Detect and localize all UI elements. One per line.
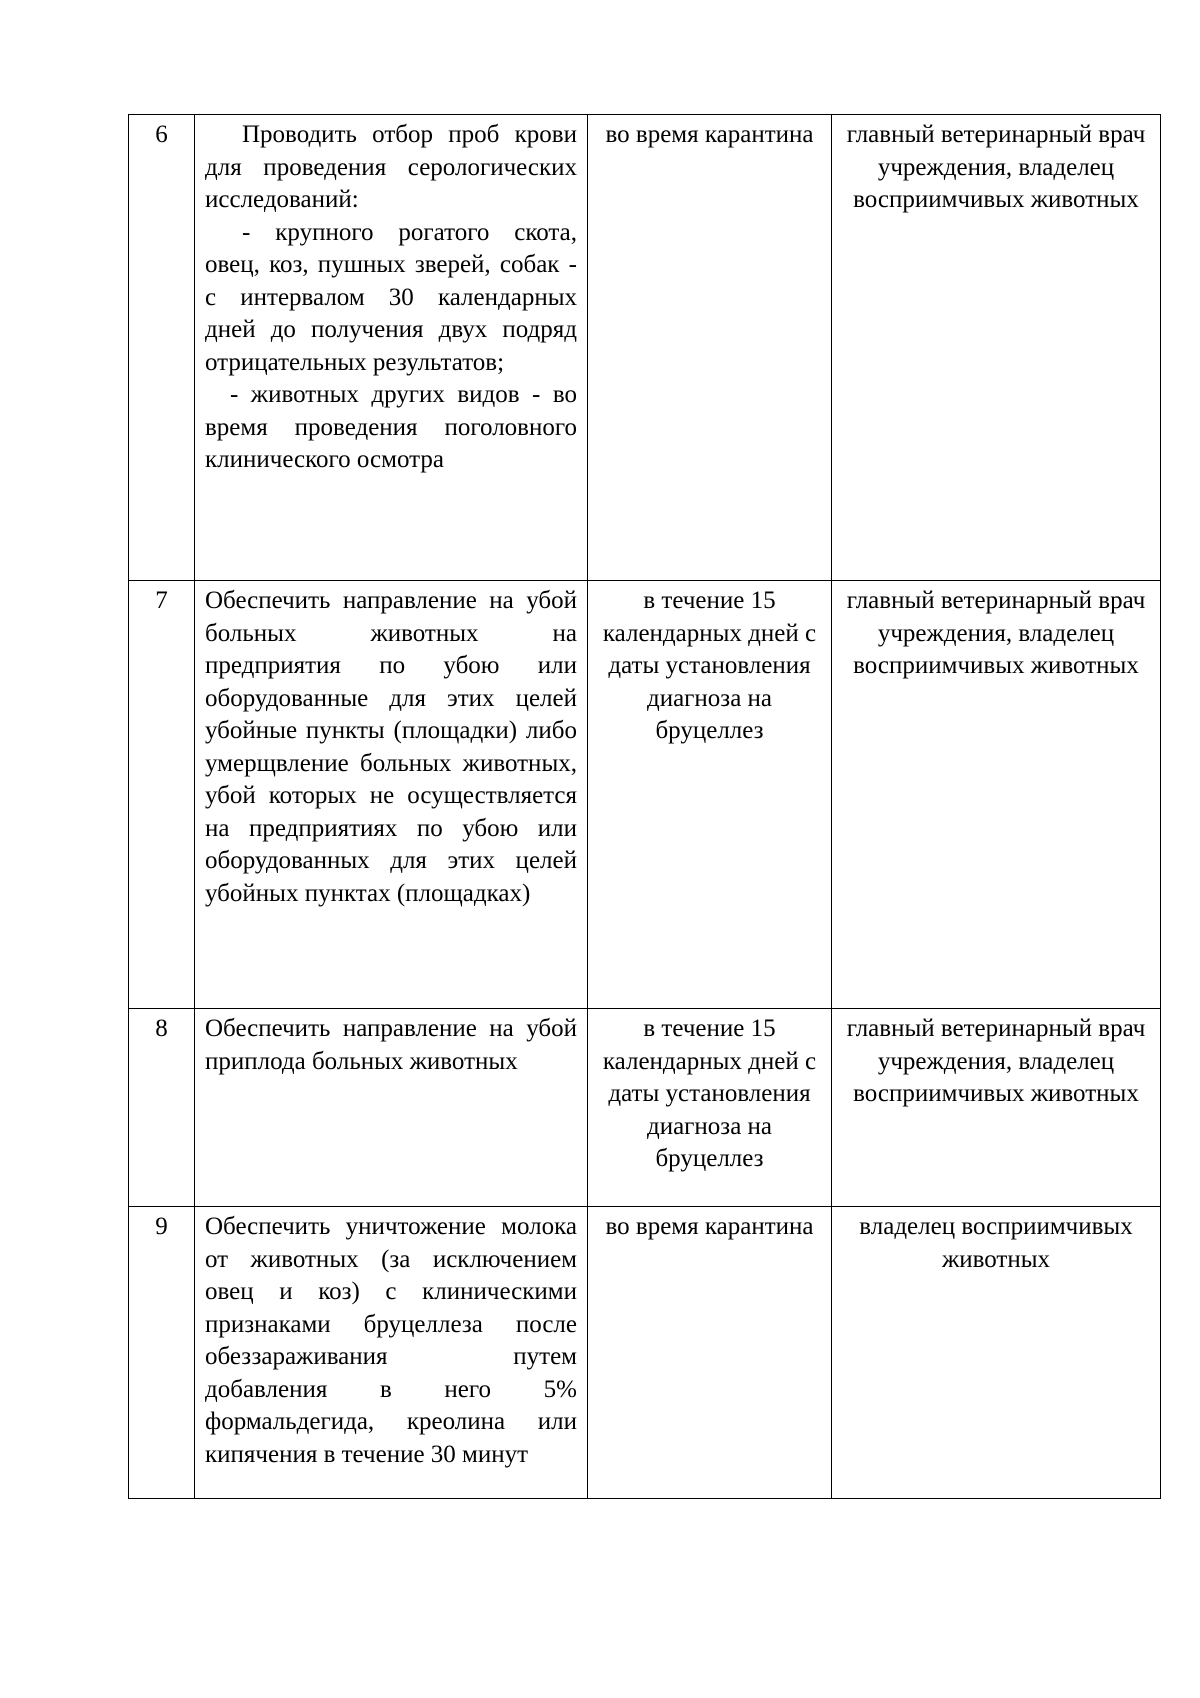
action-cell bbox=[195, 581, 588, 1009]
responsible-cell: владелец восприимчивых животных bbox=[832, 1207, 1161, 1499]
term-cell: в течение 15 календарных дней с даты установления диагноза на бруцеллез bbox=[588, 1009, 832, 1207]
table-row bbox=[129, 581, 1161, 1009]
measures-table bbox=[128, 114, 1161, 1499]
term-cell: во время карантина bbox=[588, 1207, 832, 1499]
action-paragraph: Обеспечить направление на убой больных животных на предприятия по убою или оборудованные для этих целей убойные пункты (площадки) либо умерщвление больных животных, убой которых не осуществляется на предприятиях по убою или оборудованных для этих целей убойных пунктах (площадках) bbox=[205, 587, 577, 907]
table-row bbox=[129, 1207, 1161, 1499]
action-paragraph: - крупного рогатого скота, овец, коз, пушных зверей, собак - с интервалом 30 календарных дней до получения двух подряд отрицательных результатов; bbox=[205, 218, 577, 376]
row-number: 7 bbox=[129, 581, 195, 1009]
action-cell bbox=[195, 1207, 588, 1499]
action-cell bbox=[195, 1009, 588, 1207]
term-cell: в течение 15 календарных дней с даты установления диагноза на бруцеллез bbox=[588, 581, 832, 1009]
row-number: 8 bbox=[129, 1009, 195, 1207]
row-number: 6 bbox=[129, 115, 195, 581]
term-cell: во время карантина bbox=[588, 115, 832, 581]
row-number: 9 bbox=[129, 1207, 195, 1499]
action-paragraph: Обеспечить направление на убой приплода больных животных bbox=[205, 1015, 577, 1075]
action-paragraph: - животных других видов - во время проведения поголовного клинического осмотра bbox=[205, 381, 577, 473]
table-row bbox=[129, 115, 1161, 581]
action-cell bbox=[195, 115, 588, 581]
responsible-cell: главный ветеринарный врач учреждения, владелец восприимчивых животных bbox=[832, 581, 1161, 1009]
action-paragraph: Обеспечить уничтожение молока от животных (за исключением овец и коз) с клиническими признаками бруцеллеза после обеззараживания путем добавления в него 5% формальдегида, креолина или кипячения в течение 30 минут bbox=[205, 1213, 577, 1468]
responsible-cell: главный ветеринарный врач учреждения, владелец восприимчивых животных bbox=[832, 1009, 1161, 1207]
table-row bbox=[129, 1009, 1161, 1207]
responsible-cell: главный ветеринарный врач учреждения, владелец восприимчивых животных bbox=[832, 115, 1161, 581]
action-paragraph: Проводить отбор проб крови для проведения серологических исследований: bbox=[205, 121, 577, 213]
